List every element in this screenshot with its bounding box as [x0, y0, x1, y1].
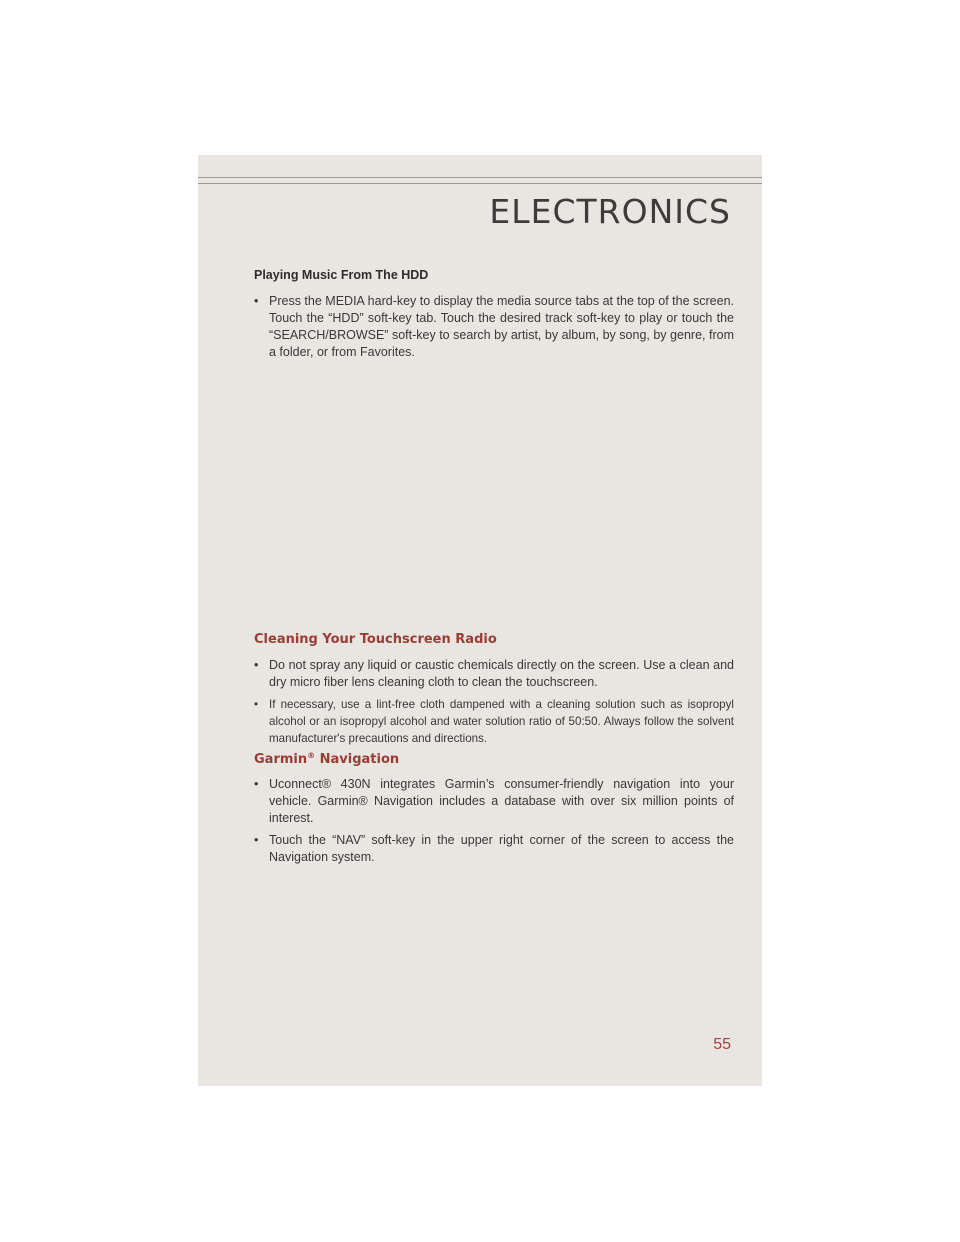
- garmin-bullet: • Uconnect® 430N integrates Garmin’s consumer-friendly navigation into your vehicle. Garmin® Navigation includes a database with over six million points of interest.: [254, 776, 734, 827]
- cleaning-bullet: • Do not spray any liquid or caustic chemicals directly on the screen. Use a clean and dry micro fiber lens cleaning cloth to clean the touchscreen.: [254, 657, 734, 691]
- garmin-title-main: Garmin: [254, 752, 308, 767]
- header-rule-bottom: [198, 183, 762, 184]
- garmin-title-rest: Navigation: [315, 752, 400, 767]
- section-header: ELECTRONICS: [489, 192, 731, 231]
- hdd-heading: Playing Music From The HDD: [254, 268, 429, 282]
- cleaning-bullet: • If necessary, use a lint-free cloth dampened with a cleaning solution such as isopropyl alcohol or an isopropyl alcohol and water solution ratio of 50:50. Always follow the solvent manufacturer's precautions and directions.: [254, 696, 734, 747]
- page-number: 55: [713, 1036, 731, 1053]
- hdd-bullet-list: [254, 293, 734, 366]
- cleaning-bullet-list: [254, 657, 734, 752]
- manual-page: [198, 155, 762, 1086]
- garmin-bullet-list: [254, 776, 734, 871]
- cleaning-title: Cleaning Your Touchscreen Radio: [254, 632, 497, 647]
- garmin-bullet: • Touch the “NAV” soft-key in the upper right corner of the screen to access the Navigation system.: [254, 832, 734, 866]
- header-rule-top: [198, 177, 762, 178]
- hdd-bullet: • Press the MEDIA hard-key to display the media source tabs at the top of the screen. Touch the “HDD” soft-key tab. Touch the desired track soft-key to play or touch the “SEARCH/BROWSE” soft-key to search by artist, by album, by song, by genre, from a folder, or from Favorites.: [254, 293, 734, 361]
- registered-mark: ®: [307, 751, 316, 760]
- garmin-title: [254, 751, 399, 767]
